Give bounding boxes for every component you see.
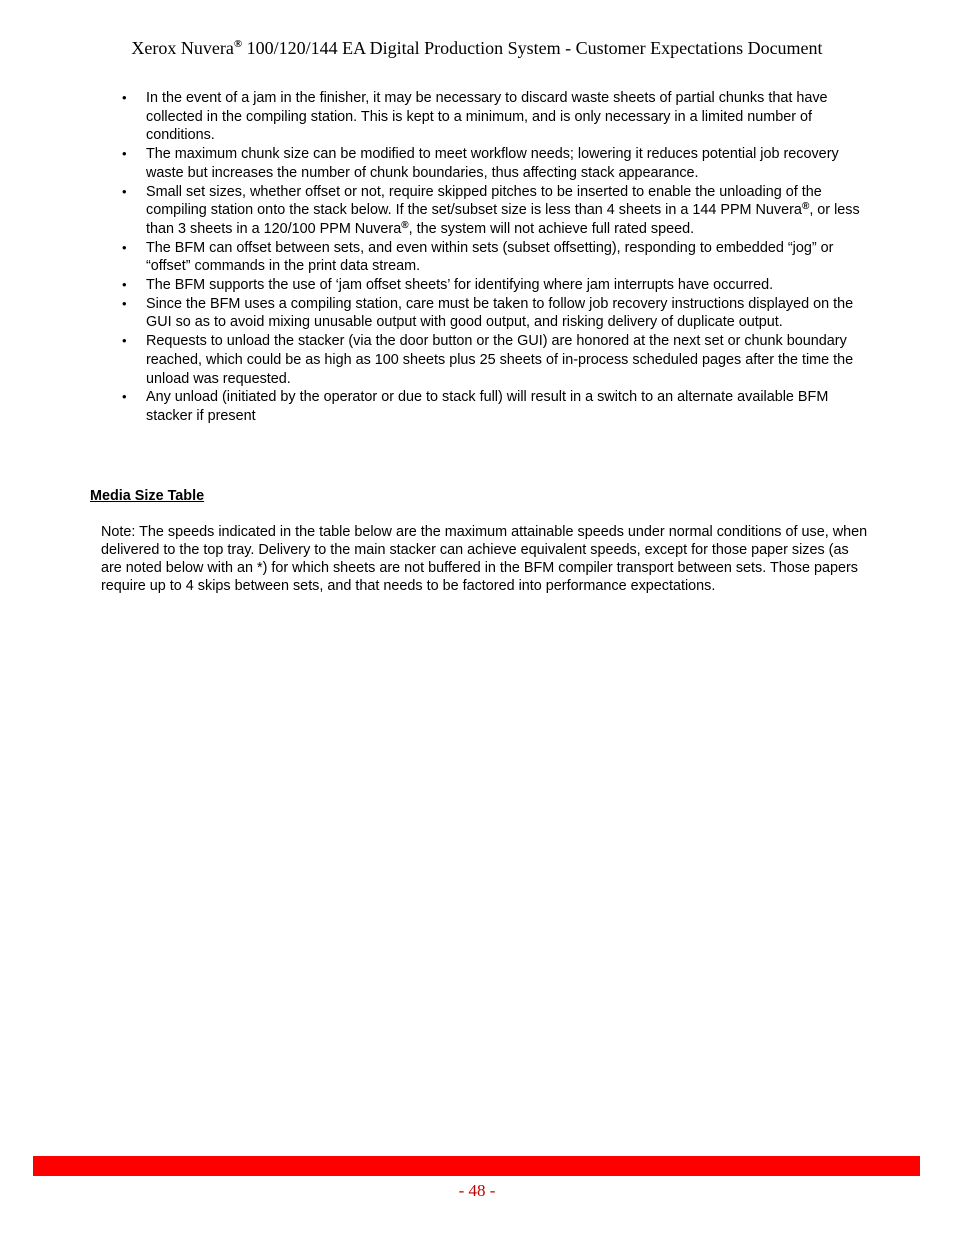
page-number: - 48 - [458,1181,496,1200]
header-title-suffix: 100/120/144 EA Digital Production System - Customer Expectations Document [242,38,823,58]
list-item [122,183,872,239]
list-item-text: Requests to unload the stacker (via the door button or the GUI) are honored at the next set or chunk boundary reached, which could be as high as 100 sheets plus 25 sheets of in-process scheduled pages after the time the unload was requested. [146,333,854,387]
list-item-text: Small set sizes, whether offset or not, require skipped pitches to be inserted to enable the unloading of the compiling station onto the stack below. If the set/subset size is less than 4 sheets in a 144 PPM Nuvera [146,183,822,219]
bullet-icon: • [122,277,127,293]
list-item [122,276,872,295]
bullet-icon: • [122,333,127,349]
document-header [0,36,954,60]
list-item-text: The maximum chunk size can be modified to meet workflow needs; lowering it reduces potential job recovery waste but increases the number of chunk boundaries, thus affecting stack appearance. [146,146,839,181]
section-heading: Media Size Table [90,488,205,504]
registered-mark: ® [801,201,810,213]
footer-bar [33,1156,920,1176]
list-item-text: Any unload (initiated by the operator or due to stack full) will result in a switch to an alternate available BFM stacker if present [146,389,829,424]
bullet-icon: • [122,183,127,199]
list-item [122,145,872,182]
registered-mark: ® [233,38,243,50]
list-item-text: In the event of a jam in the finisher, it may be necessary to discard waste sheets of partial chunks that have collected in the compiling station. This is kept to a minimum, and is only necessary in a limited number of conditions. [146,90,828,144]
list-item [122,295,872,332]
bullet-icon: • [122,295,127,311]
bullet-icon: • [122,389,127,405]
list-item-text: Since the BFM uses a compiling station, care must be taken to follow job recovery instructions displayed on the GUI so as to avoid mixing unusable output with good output, and risking delivery of duplicate output. [146,295,854,331]
list-item [122,388,872,425]
bullet-icon: • [122,146,127,162]
list-item-text: , the system will not achieve full rated speed. [408,220,695,237]
section-note: Note: The speeds indicated in the table below are the maximum attainable speeds under normal conditions of use, when delivered to the top tray. Delivery to the main stacker can achieve equivalent speeds, except for those paper sizes (as are noted below with an *) for which sheets are not buffered in the BFM compiler transport between sets. Those papers require up to 4 skips between sets, and that needs to be factored into performance expectations. [101,524,868,595]
header-title-prefix: Xerox Nuvera [131,38,234,58]
bullet-list [122,89,872,426]
bullet-icon: • [122,239,127,255]
list-item-text: The BFM supports the use of ‘jam offset sheets’ for identifying where jam interrupts have occurred. [146,277,774,294]
list-item [122,89,872,145]
registered-mark: ® [401,219,409,231]
bullet-icon: • [122,90,127,105]
list-item-text: The BFM can offset between sets, and even within sets (subset offsetting), responding to embedded “jog” or “offset” commands in the print data stream. [146,239,834,275]
list-item [122,239,872,276]
list-item [122,332,872,388]
list-item-text: , or less than 3 sheets in a 120/100 PPM Nuvera [146,202,860,237]
